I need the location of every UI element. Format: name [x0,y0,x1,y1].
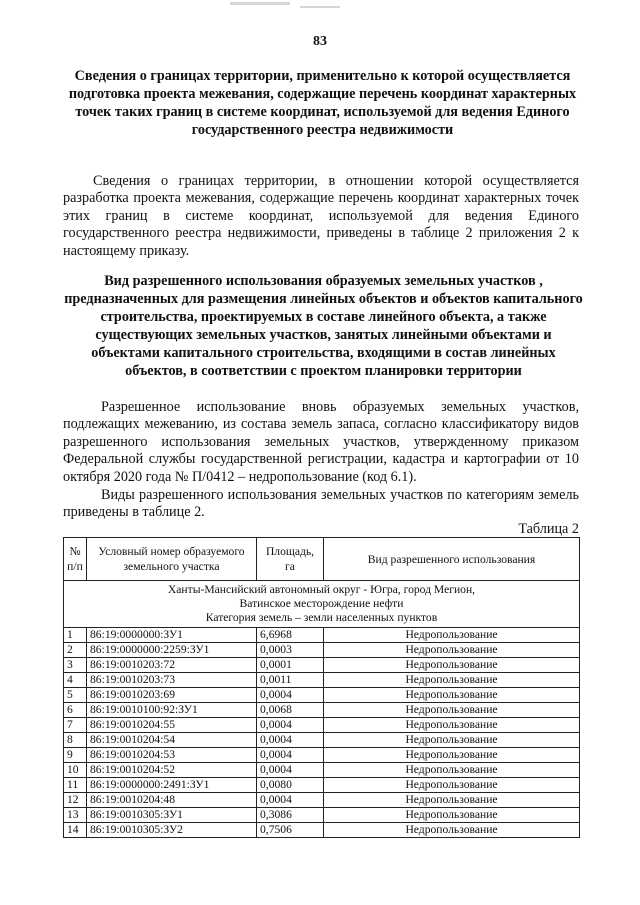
cell-cadastral-number: 86:19:0010100:92:ЗУ1 [87,703,257,718]
cell-row-number: 7 [64,718,87,733]
cell-area: 0,7506 [257,823,324,838]
table-row [64,703,580,718]
paragraph-categories: Виды разрешенного использования земельных участков по категориям земель приведены в таблице 2. [63,487,579,521]
cell-cadastral-number: 86:19:0000000:2259:ЗУ1 [87,643,257,658]
cell-row-number: 2 [64,643,87,658]
cell-permitted-use: Недропользование [324,658,580,673]
cell-area: 0,0001 [257,658,324,673]
header-area: Площадь, га [257,538,324,581]
cell-cadastral-number: 86:19:0010204:48 [87,793,257,808]
table-row [64,688,580,703]
cell-row-number: 13 [64,808,87,823]
cell-area: 0,3086 [257,808,324,823]
cell-row-number: 5 [64,688,87,703]
cell-permitted-use: Недропользование [324,808,580,823]
cell-permitted-use: Недропользование [324,778,580,793]
table-row [64,628,580,643]
cell-area: 0,0003 [257,643,324,658]
table-row [64,808,580,823]
land-plots-table [63,537,580,838]
section-heading-boundaries: Сведения о границах территории, применительно к которой осуществляется подготовка проекта межевания, содержащие перечень координат характерных точек таких границ в системе координат, используемой для ведения Единого государственного реестра недвижимости [68,68,577,138]
cell-area: 0,0004 [257,733,324,748]
cell-permitted-use: Недропользование [324,643,580,658]
cell-cadastral-number: 86:19:0010305:ЗУ2 [87,823,257,838]
cell-row-number: 1 [64,628,87,643]
cell-row-number: 11 [64,778,87,793]
cell-cadastral-number: 86:19:0010203:73 [87,673,257,688]
header-num: № п/п [64,538,87,581]
cell-area: 0,0004 [257,688,324,703]
region-cell [64,581,580,628]
table-row [64,658,580,673]
cell-permitted-use: Недропользование [324,763,580,778]
cell-cadastral-number: 86:19:0010204:52 [87,763,257,778]
cell-permitted-use: Недропользование [324,688,580,703]
land-category: Категория земель – земли населенных пунктов [205,611,438,624]
table-row [64,748,580,763]
cell-area: 0,0080 [257,778,324,793]
cell-permitted-use: Недропользование [324,748,580,763]
cell-permitted-use: Недропользование [324,703,580,718]
cell-row-number: 14 [64,823,87,838]
cell-cadastral-number: 86:19:0010204:54 [87,733,257,748]
cell-row-number: 10 [64,763,87,778]
cell-area: 0,0004 [257,763,324,778]
paragraph-permitted-use: Разрешенное использование вновь образуемых земельных участков, подлежащих межеванию, из состава земель запаса, согласно классификатору видов разрешенного использования земельных участков, утвержденному приказом Федеральной службы государственной регистрации, кадастра и картографии от 10 октября 2020 года № П/0412 – недропользование (код 6.1). [63,399,579,485]
table-row [64,793,580,808]
cell-permitted-use: Недропользование [324,733,580,748]
table-row [64,763,580,778]
cell-area: 0,0004 [257,748,324,763]
scan-artifact [230,2,290,5]
table-row [64,643,580,658]
cell-cadastral-number: 86:19:0010203:72 [87,658,257,673]
cell-area: 6,6968 [257,628,324,643]
table-header-row [64,538,580,581]
cell-cadastral-number: 86:19:0010204:55 [87,718,257,733]
cell-permitted-use: Недропользование [324,793,580,808]
page-number: 83 [313,34,327,49]
region-line: Ханты-Мансийский автономный округ - Югра, город Мегион, [167,583,476,596]
cell-permitted-use: Недропользование [324,823,580,838]
cell-row-number: 4 [64,673,87,688]
cell-row-number: 12 [64,793,87,808]
table-row [64,733,580,748]
region-line: Ватинское месторождение нефти [239,597,404,610]
cell-cadastral-number: 86:19:0010204:53 [87,748,257,763]
cell-row-number: 3 [64,658,87,673]
cell-permitted-use: Недропользование [324,628,580,643]
cell-row-number: 8 [64,733,87,748]
header-cadastral-number: Условный номер образуемого земельного участка [87,538,257,581]
cell-cadastral-number: 86:19:0000000:2491:ЗУ1 [87,778,257,793]
table-caption: Таблица 2 [518,521,579,537]
table-row [64,778,580,793]
cell-area: 0,0004 [257,718,324,733]
cell-cadastral-number: 86:19:0010203:69 [87,688,257,703]
section-heading-permitted-use: Вид разрешенного использования образуемых земельных участков , предназначенных для размещения линейных объектов и объектов капитального строительства, проектируемых в составе линейного объекта, а также существующих земельных участков, занятых линейными объектами и объектами капитального строительства, входящими в состав линейных объектов, в соответствии с проектом планировки территории [64,273,583,380]
cell-row-number: 6 [64,703,87,718]
cell-area: 0,0004 [257,793,324,808]
scan-artifact [300,6,340,8]
cell-permitted-use: Недропользование [324,718,580,733]
paragraph-boundaries: Сведения о границах территории, в отношении которой осуществляется разработка проекта межевания, содержащие перечень координат характерных точек этих границ в системе координат, используемой для ведения Единого государственного реестра недвижимости, приведены в таблице 2 приложения 2 к настоящему приказу. [63,173,579,259]
table-row [64,718,580,733]
cell-cadastral-number: 86:19:0000000:ЗУ1 [87,628,257,643]
header-permitted-use: Вид разрешенного использования [324,538,580,581]
cell-area: 0,0011 [257,673,324,688]
table-row [64,673,580,688]
cell-permitted-use: Недропользование [324,673,580,688]
cell-area: 0,0068 [257,703,324,718]
region-row [64,581,580,628]
cell-row-number: 9 [64,748,87,763]
cell-cadastral-number: 86:19:0010305:ЗУ1 [87,808,257,823]
table-row [64,823,580,838]
